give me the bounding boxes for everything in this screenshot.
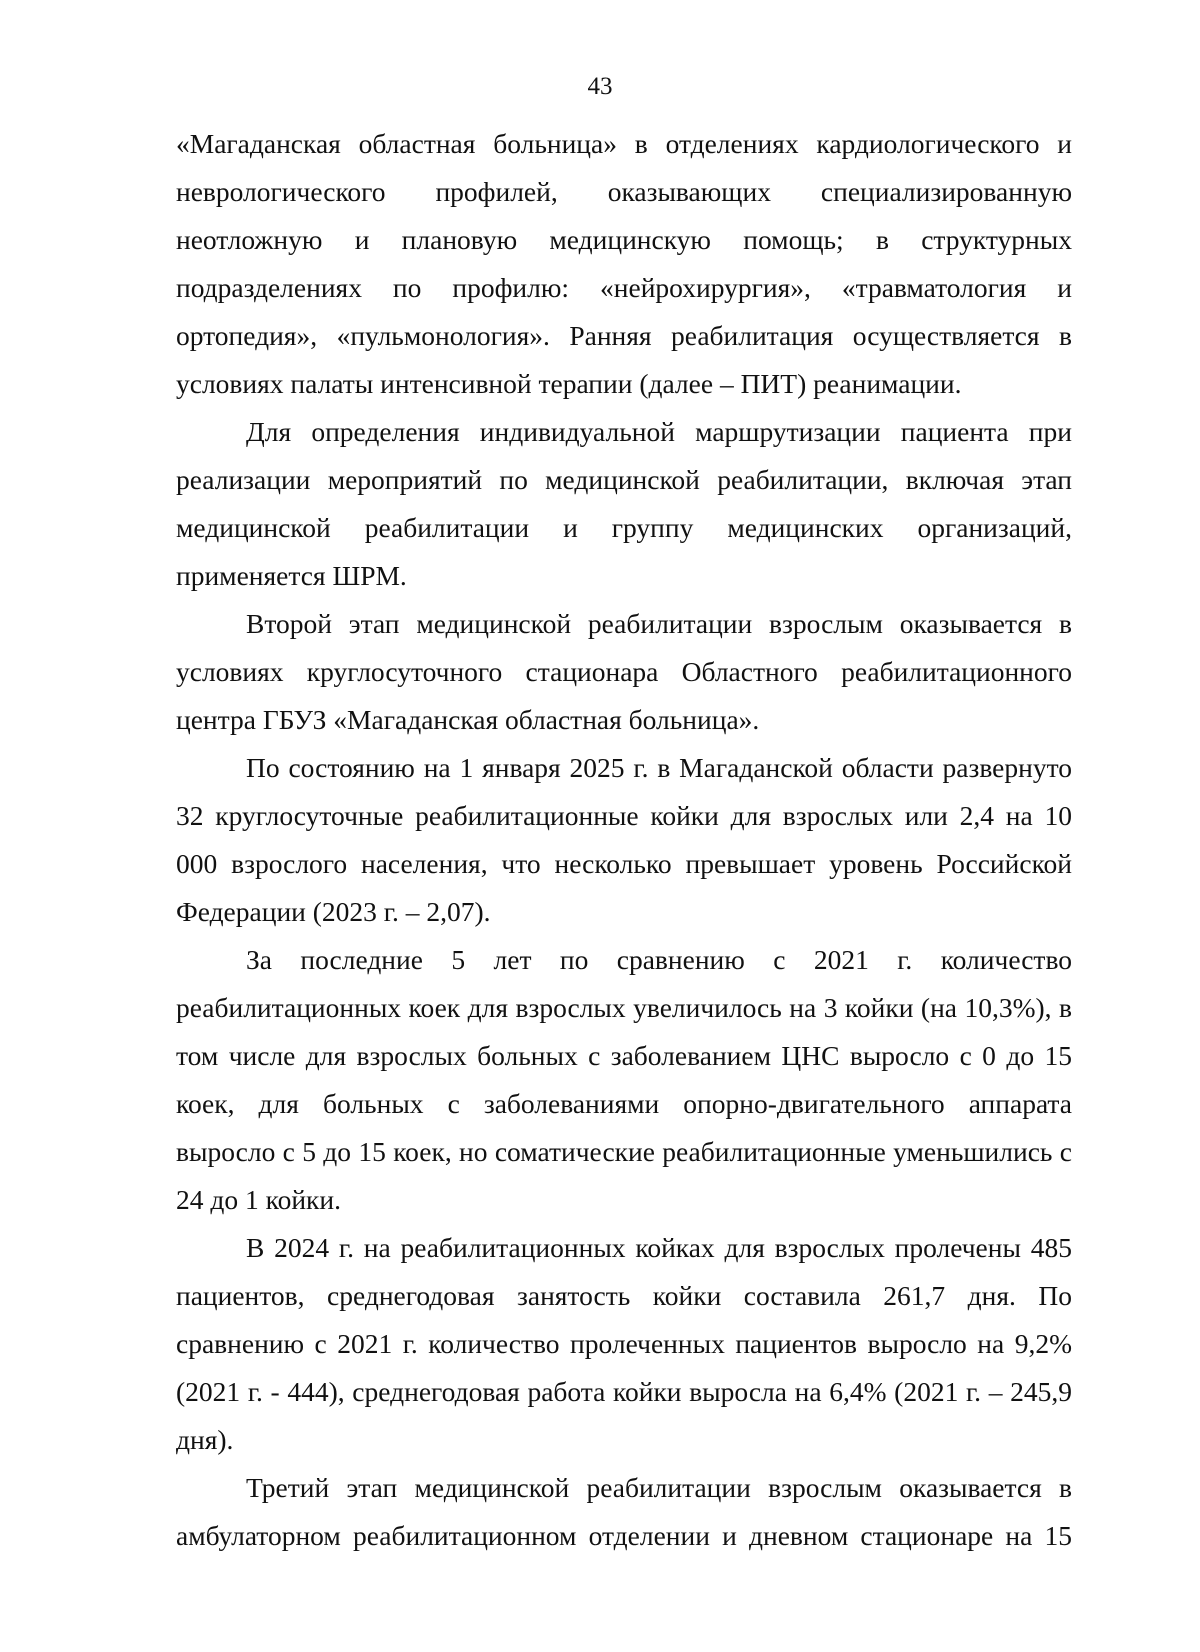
paragraph-third-stage: Третий этап медицинской реабилитации взрослым оказывается в амбулаторном реабилитационном отделении и дневном стационаре на 15 [176,1472,1072,1551]
paragraph-beds-change: За последние 5 лет по сравнению с 2021 г. количество реабилитационных коек для взрослых увеличилось на 3 койки (на 10,3%), в том числе для взрослых больных с заболеванием ЦНС выросло с 0 до 15 коек, для больных с заболеваниями опорно-двигательного аппарата выросло с 5 до 15 коек, но соматические реабилитационные уменьшились с 24 до 1 койки. [176,944,1072,1215]
paragraph-beds-2025: По состоянию на 1 января 2025 г. в Магаданской области развернуто 32 круглосуточные реабилитационные койки для взрослых или 2,4 на 10 000 взрослого населения, что несколько превышает уровень Российской Федерации (2023 г. – 2,07). [176,752,1072,927]
paragraph-continuation: «Магаданская областная больница» в отделениях кардиологического и неврологического профилей, оказывающих специализированную неотложную и плановую медицинскую помощь; в структурных подразделениях по профилю: «нейрохирургия», «травматология и ортопедия», «пульмонология». Ранняя реабилитация осуществляется в условиях палаты интенсивной терапии (далее – ПИТ) реанимации. [176,128,1072,399]
paragraph-second-stage: Второй этап медицинской реабилитации взрослым оказывается в условиях круглосуточного стационара Областного реабилитационного центра ГБУЗ «Магаданская областная больница». [176,608,1072,735]
paragraph-routing: Для определения индивидуальной маршрутизации пациента при реализации мероприятий по медицинской реабилитации, включая этап медицинской реабилитации и группу медицинских организаций, применяется ШРМ. [176,416,1072,591]
body-text [176,120,1072,1560]
paragraph-patients-2024: В 2024 г. на реабилитационных койках для взрослых пролечены 485 пациентов, среднегодовая занятость койки составила 261,7 дня. По сравнению с 2021 г. количество пролеченных пациентов выросло на 9,2% (2021 г. - 444), среднегодовая работа койки выросла на 6,4% (2021 г. – 245,9 дня). [176,1232,1072,1455]
page-number: 43 [587,73,613,100]
